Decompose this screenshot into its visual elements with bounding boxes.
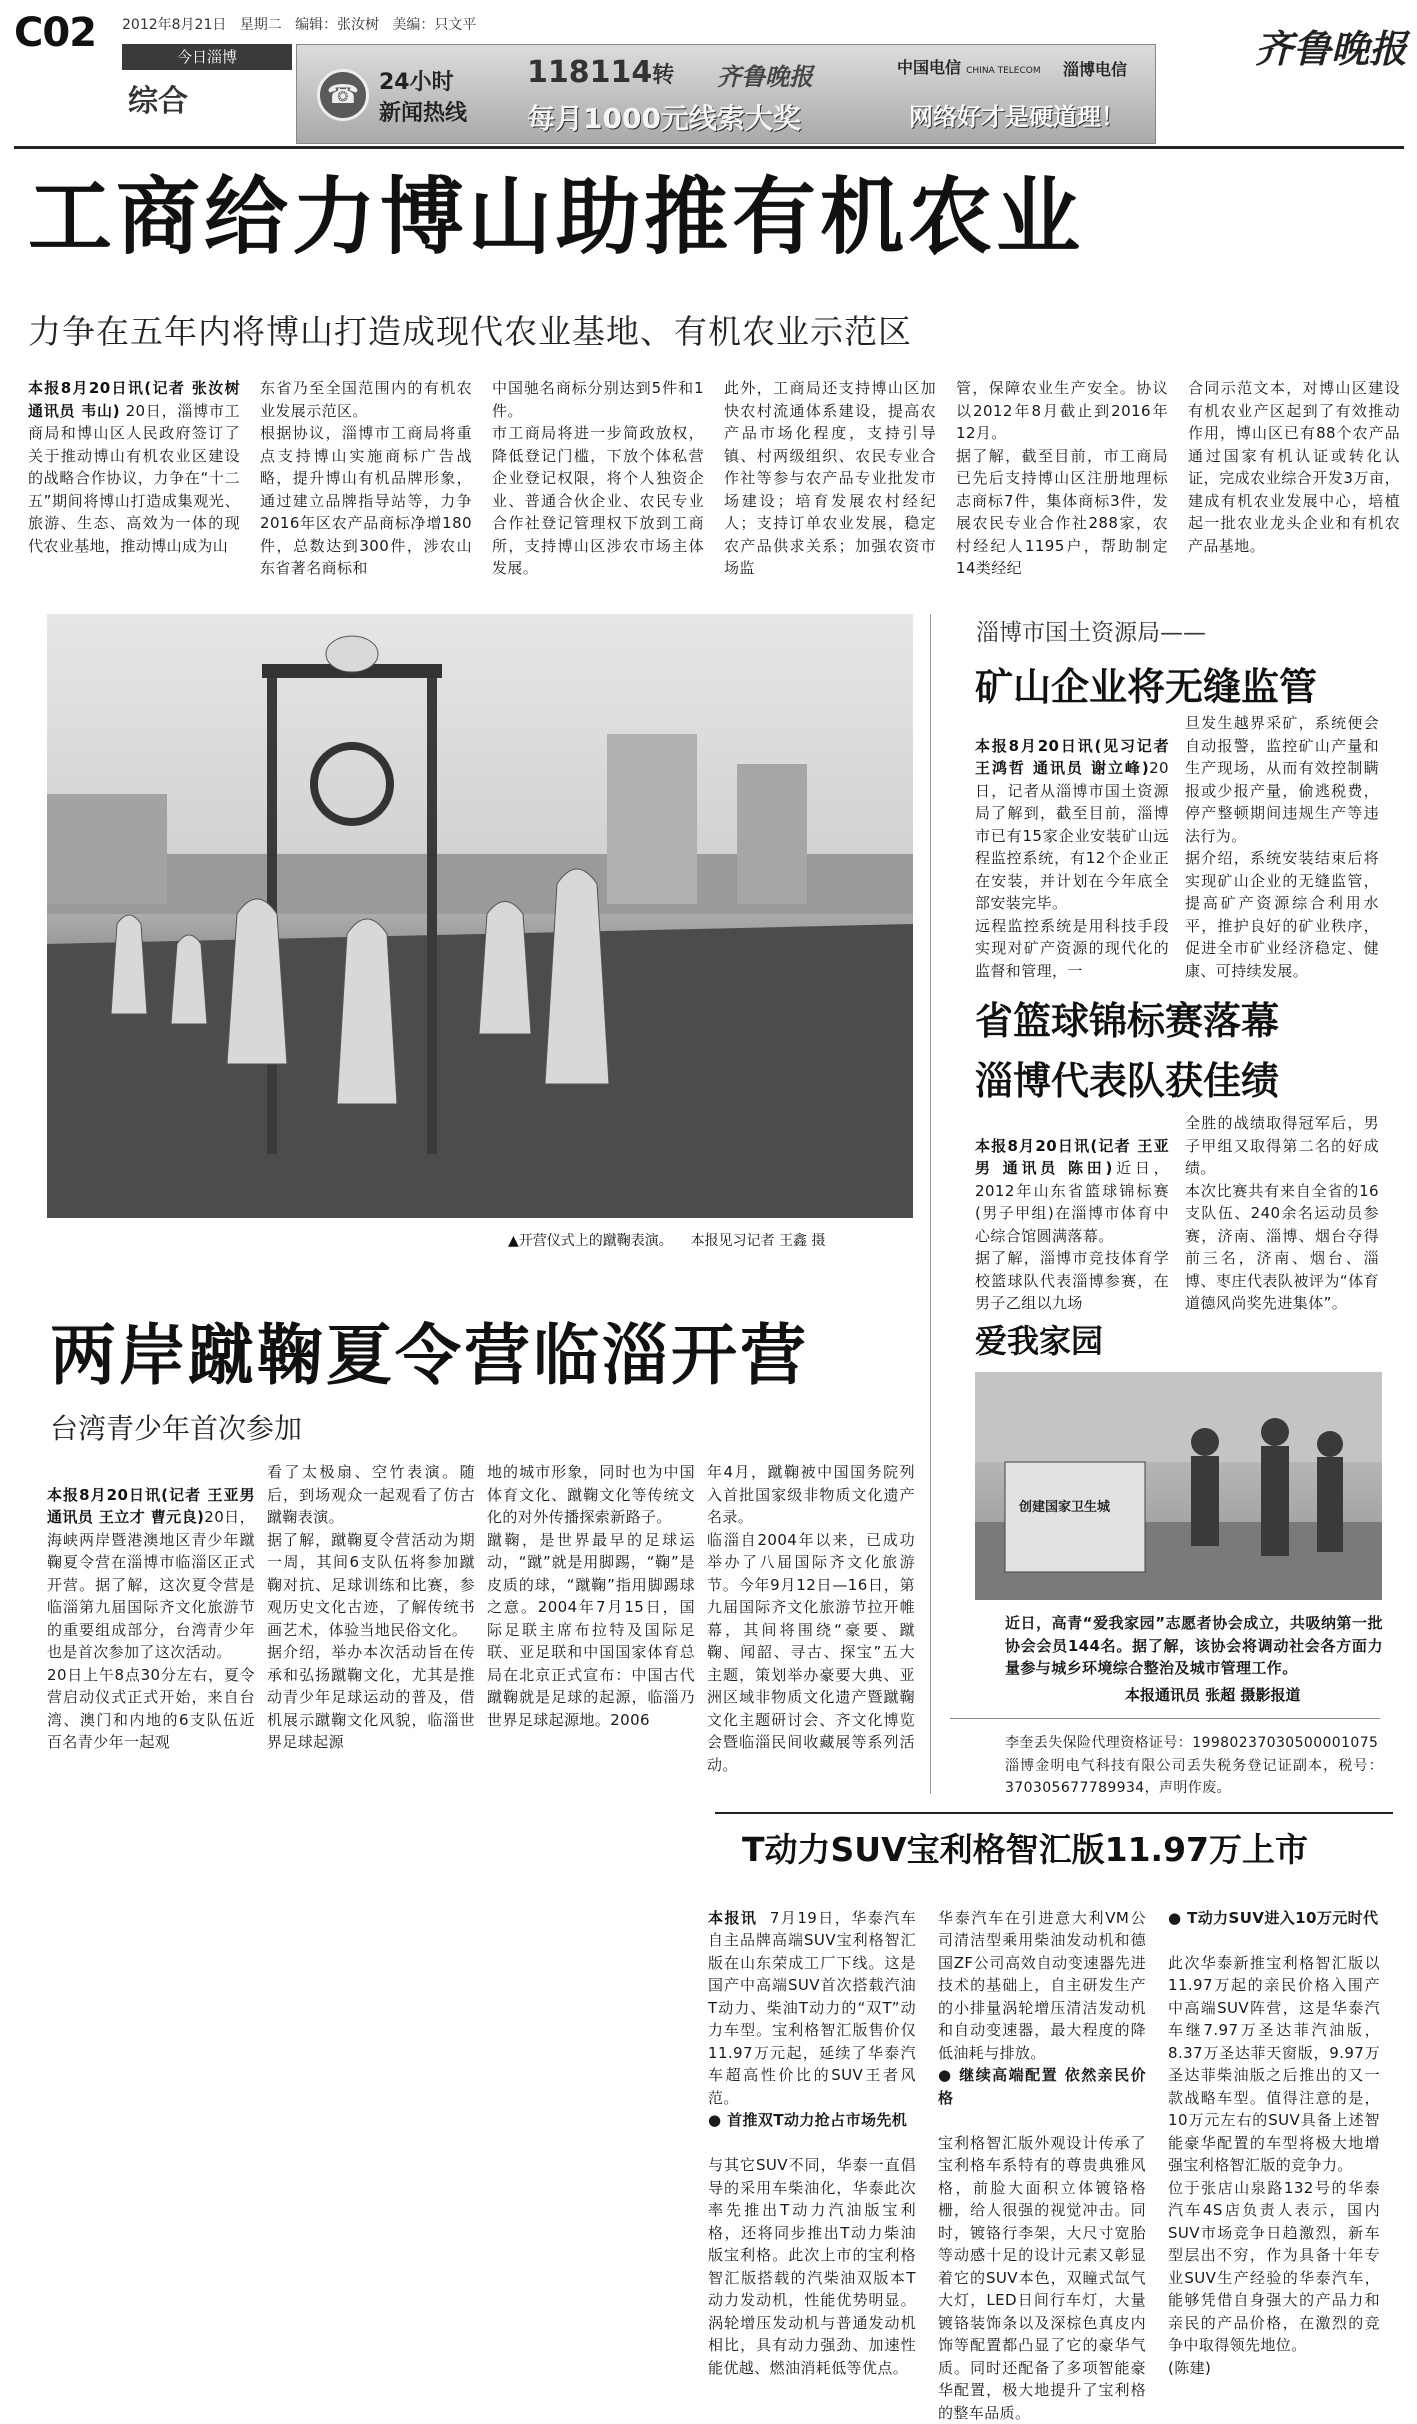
page-number: C02	[14, 10, 97, 56]
photo-illustration-2	[975, 1372, 1382, 1600]
story2-col4: 年4月，蹴鞠被中国国务院列入首批国家级非物质文化遗产名录。 临淄自2004年以来，已成功举办了八届国际齐文化旅游节。今年9月12日—16日，第九届国际齐文化旅游节拉开帷幕，其间将围绕“豪要、蹴鞠、闻韶、寻古、探宝”五大主题，策划举办豪要大典、亚洲区域非物质文化遗产暨蹴鞠文化主题研讨会、齐文化博览会暨临淄民间收藏展等系列活动。	[707, 1463, 915, 1774]
column-divider	[930, 614, 931, 1794]
story2-col1	[47, 1461, 255, 1791]
story3-headline: 矿山企业将无缝监管	[975, 665, 1318, 709]
story2-col1-text: 20日，海峡两岸暨港澳地区青少年蹴鞠夏令营在淄博市临淄区正式开营。据了解，这次夏令营是临淄第九届国际齐文化旅游节的重要组成部分，台湾青少年也是首次参加了这次活动。 20日上午8点30分左右，夏令营启动仪式正式开始，来自台湾、澳门和内地的6支队伍近百名青少年一起观	[47, 1508, 255, 1751]
story3-kicker: 淄博市国土资源局——	[976, 620, 1206, 646]
story6-col1-text: 7月19日，华泰汽车自主品牌高端SUV宝利格智汇版在山东荣成工厂下线。这是国产中高端SUV首次搭载汽油T动力、柴油T动力的“双T”动力车型。宝利格智汇版售价仅11.97万元起，延续了华泰汽车超高性价比的SUV王者风范。	[708, 1908, 916, 2107]
story6-author: (陈建)	[1168, 2358, 1212, 2377]
story5-headline: 爱我家园	[975, 1322, 1104, 1360]
story6-col1b-text: 与其它SUV不同，华泰一直倡导的采用车柴油化，华泰此次率先推出T动力汽油版宝利格，还将同步推出T动力柴油版宝利格。此次上市的宝利格智汇版搭载的汽柴油双版本T动力发动机，性能优势明显。涡轮增压发动机与普通发动机相比，具有动力强劲、加速性能优越、燃油消耗低等优点。	[708, 2156, 916, 2377]
story4-headline2: 淄博代表队获佳绩	[975, 1059, 1280, 1103]
story5-credit: 本报通讯员 张超 摄影报道	[1125, 1686, 1301, 1704]
photo1-caption: ▲开营仪式上的蹴鞠表演。 本报见习记者 王鑫 摄	[508, 1233, 826, 1249]
hotline-label: 24小时 新闻热线	[379, 70, 468, 126]
story6-sub3: ● T动力SUV进入10万元时代	[1168, 1908, 1379, 1927]
story4-col1	[975, 1112, 1169, 1312]
poster-text: 创建国家卫生城	[1019, 1500, 1111, 1515]
notice-line1: 李奎丢失保险代理资格证号：19980237030500001075	[1005, 1735, 1379, 1751]
notices-top-rule	[950, 1718, 1380, 1719]
story6-sub2: ● 继续高端配置 依然亲民价格	[938, 2066, 1146, 2107]
story2-col3: 地的城市形象，同时也为中国体育文化、蹴鞠文化等传统文化的对外传播探索新路子。 蹴鞠，是世界最早的足球运动，“蹴”就是用脚踢，“鞠”是皮质的球，“蹴鞠”指用脚踢球之意。2004年7月15日，国际足联主席布拉特及国际足联、亚足联和中国国家体育总局在北京正式宣布：中国古代蹴鞠就是足球的起源，临淄乃世界足球起源地。2006	[487, 1463, 695, 1729]
story6-col2-text: 华泰汽车在引进意大利VM公司清洁型乘用柴油发动机和德国ZF公司高效自动变速器先进技术的基础上，自主研发生产的小排量涡轮增压清洁发动机和自动变速器，最大程度的降低油耗与排放。	[938, 1908, 1146, 2062]
story6-top-rule	[715, 1812, 1393, 1814]
story4-byline: 本报8月20日讯(记者 王亚男 通讯员 陈田)	[975, 1136, 1169, 1177]
volunteer-association-photo	[975, 1372, 1382, 1600]
story4-col1-text: 近日，2012年山东省篮球锦标赛(男子甲组)在淄博市体育中心综合馆圆满落幕。 据了解，淄博市竞技体育学校篮球队代表淄博参赛，在男子乙组以九场	[975, 1159, 1169, 1312]
story2-col2: 看了太极扇、空竹表演。随后，到场观众一起观看了仿古蹴鞠表演。 据了解，蹴鞠夏令营活动为期一周，其间6支队伍将参加蹴鞠对抗、足球训练和比赛，参观历史文化古迹，了解传统书画艺术，体验当地民俗文化。 据介绍，举办本次活动旨在传承和弘扬蹴鞠文化，尤其是推动青少年足球运动的普及，借机展示蹴鞠文化风貌，临淄世界足球起源	[267, 1463, 475, 1751]
story3-byline: 本报8月20日讯(见习记者 王鸿哲 通讯员 谢立峰)	[975, 736, 1169, 777]
story1-col4: 此外，工商局还支持博山区加快农村流通体系建设，提高农产品市场化程度，支持引导镇、村两级组织、农民专业合作社等参与农产品专业批发市场建设；培育发展农村经纪人；支持订单农业发展，稳定农产品供求关系；加强农资市场监	[724, 379, 936, 577]
story1-subhead: 力争在五年内将博山打造成现代农业基地、有机农业示范区	[28, 312, 912, 351]
phone-number: 118114转	[527, 55, 675, 90]
story3-col1	[975, 712, 1169, 982]
story1-col2: 东省乃至全国范围内的有机农业发展示范区。 根据协议，淄博市工商局将重点支持博山实施商标广告战略，提升博山有机品牌形象，通过建立品牌指导站等，力争2016年区农产品商标净增180件，总数达到300件，涉农山东省著名商标和	[260, 379, 472, 577]
story3-col2: 旦发生越界采矿，系统便会自动报警，监控矿山产量和生产现场，从而有效控制瞒报或少报产量，偷逃税费，停产整顿期间违规生产等违法行为。 据介绍，系统安装结束后将实现矿山企业的无缝监管，提高矿产资源综合利用水平，推护良好的矿业秩序，促进全市矿业经济稳定、健康、可持续发展。	[1185, 714, 1379, 980]
story2-headline: 两岸蹴鞠夏令营临淄开营	[50, 1317, 809, 1394]
story1-byline: 本报8月20日讯(记者 张汝树 通讯员 韦山)	[28, 379, 240, 420]
story5-caption: 近日，高青“爱我家园”志愿者协会成立，共吸纳第一批协会会员144名。据了解，该协会将调动社会各方面力量参与城乡环境综合整治及城市管理工作。	[1005, 1614, 1383, 1677]
story2-byline: 本报8月20日讯(记者 王亚男 通讯员 王立才 曹元良)	[47, 1485, 255, 1526]
local-telecom: 淄博电信	[1063, 60, 1128, 79]
story6-col1	[708, 1884, 916, 2377]
story1-col6: 合同示范文本，对博山区建设有机农业产区起到了有效推动作用，博山区已有88个农产品通过国家有机认证或转化认证，完成农业综合开发3万亩，建成有机农业发展中心，培植起一批农业龙头企业和有机农产品基地。	[1188, 379, 1400, 555]
story6-headline: T动力SUV宝利格智汇版11.97万上市	[742, 1830, 1308, 1869]
header-info	[122, 14, 476, 34]
section-title: 综合	[128, 84, 188, 119]
section-top-badge: 今日淄博	[122, 44, 292, 70]
story1-headline: 工商给力博山助推有机农业	[28, 168, 1085, 266]
story6-col2	[938, 1884, 1146, 2422]
weekday: 星期二	[239, 17, 282, 33]
hotline-banner	[296, 44, 1156, 144]
story6-col3-text: 此次华泰新推宝利格智汇版以11.97万起的亲民价格入围产中高端SUV阵营，这是华泰汽车继7.97万圣达菲汽油版，8.37万圣达菲天窗版，9.97万圣达菲柴油版之后推出的又一款战略车型。值得注意的是，10万元左右的SUV具备上述智能豪华配置的车型将极大地增强宝利格智汇版的竞争力。 位于张店山泉路132号的华泰汽车4S店负责人表示，国内SUV市场竞争日趋激烈，新车型层出不穷，作为具备十年专业SUV生产经验的华泰汽车，能够凭借自身强大的产品力和亲民的产品价格，在激烈的竞争中取得领先地位。	[1168, 1953, 1380, 2354]
story6-sub1: ● 首推双T动力抢占市场先机	[708, 2111, 908, 2129]
notices-block	[1005, 1732, 1383, 1802]
phone-icon: ☎	[317, 69, 369, 121]
date: 2012年8月21日	[122, 17, 227, 33]
story6-col3	[1168, 1884, 1380, 2377]
header-rule	[14, 146, 1404, 149]
story1-col3: 中国驰名商标分别达到5件和1件。 市工商局将进一步简政放权，降低登记门槛，下放个体私营企业登记权限，将个人独资企业、普通合伙企业、农民专业合作社登记管理权下放到工商所，支持博山区涉农市场主体发展。	[492, 379, 704, 577]
story2-subhead: 台湾青少年首次参加	[50, 1412, 303, 1445]
story3-col1-text: 20日，记者从淄博市国土资源局了解到，截至目前，淄博市已有15家企业安装矿山远程监控系统，有12个企业正在安装，并计划在今年底全部安装完毕。 远程监控系统是用科技手段实现对矿产资源的现代化的监督和管理，一	[975, 759, 1169, 980]
cuju-performance-photo	[47, 614, 913, 1218]
story4-headline1: 省篮球锦标赛落幕	[975, 999, 1280, 1043]
prize-text: 每月1000元线索大奖	[527, 102, 801, 135]
photo-illustration	[47, 614, 913, 1218]
story1-col1	[28, 377, 240, 573]
paper-logo-small: 齐鲁晚报	[717, 63, 813, 91]
story4-col2: 全胜的战绩取得冠军后，男子甲组又取得第二名的好成绩。 本次比赛共有来自全省的16支队伍、240余名运动员参赛，济南、淄博、烟台夺得前三名，济南、烟台、淄博、枣庄代表队被评为“体育道德风尚奖先进集体”。	[1185, 1114, 1379, 1312]
editor: 编辑：张汝树	[295, 17, 380, 33]
slogan: 网络好才是硬道理！	[909, 103, 1125, 131]
telecom-logo: 中国电信 CHINA TELECOM	[897, 58, 1041, 77]
masthead-logo: 齐鲁晚报	[1255, 26, 1408, 71]
notice-line2: 淄博金明电气科技有限公司丢失税务登记证副本，税号：370305677789934，声明作废。	[1005, 1757, 1383, 1796]
story6-col2b-text: 宝利格智汇版外观设计传承了宝利格车系特有的尊贵典雅风格，前脸大面积立体镀铬格栅，给人很强的视觉冲击。同时，镀铬行李架，大尺寸宽胎等动感十足的设计元素又彰显着它的SUV本色，双瞳式氙气大灯，LED日间行车灯，大量镀铬装饰条以及深棕色真皮内饰等配置都凸显了它的豪华气质。同时还配备了多项智能豪华配置，极大地提升了宝利格的整车品质。	[938, 2133, 1146, 2422]
story6-byline: 本报讯	[708, 1908, 758, 1927]
designer: 美编：只文平	[392, 17, 477, 33]
story1-col1-text: 20日，淄博市工商局和博山区人民政府签订了关于推动博山有机农业区建设的战略合作协议，力争在“十二五”期间将博山打造成集观光、旅游、生态、高效为一体的现代农业基地，推动博山成为山	[28, 401, 240, 555]
story1-col5: 管，保障农业生产安全。协议以2012年8月截止到2016年12月。 据了解，截至目前，市工商局已先后支持博山区注册地理标志商标7件，集体商标3件，发展农民专业合作社288家，农村经纪人1195户，帮助制定14类经纪	[956, 379, 1168, 577]
